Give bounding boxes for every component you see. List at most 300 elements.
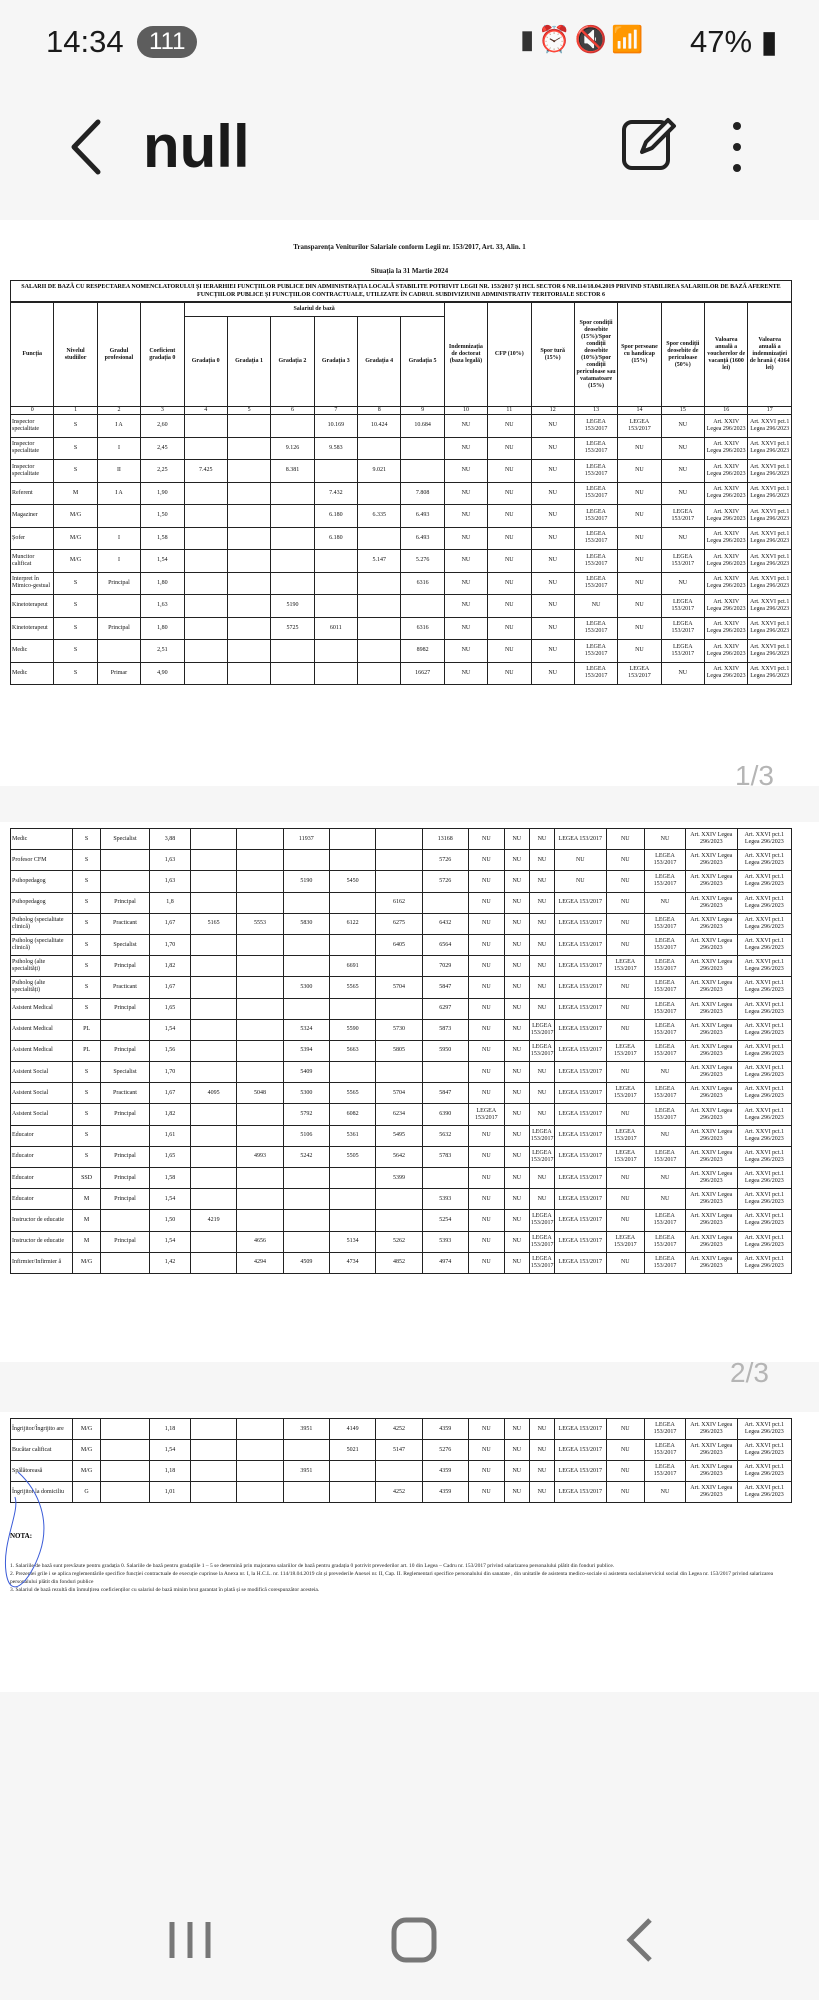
more-options-icon[interactable] bbox=[725, 112, 749, 182]
table-cell bbox=[101, 1125, 150, 1146]
table-cell: Specialist bbox=[101, 934, 150, 955]
table-cell: 1,65 bbox=[149, 998, 190, 1019]
table-cell bbox=[191, 1419, 237, 1440]
table-cell bbox=[191, 850, 237, 871]
table-cell: Art. XXVI pct.1 Legea 296/2023 bbox=[737, 1168, 791, 1189]
table-cell: LEGEA 153/2017 bbox=[529, 1210, 554, 1231]
table-cell: 4359 bbox=[422, 1419, 468, 1440]
table-cell: NU bbox=[529, 1168, 554, 1189]
table-cell: Kinetoterapeut bbox=[11, 595, 54, 618]
table-cell: LEGEA 153/2017 bbox=[644, 1231, 685, 1252]
table-cell: 5106 bbox=[283, 1125, 329, 1146]
table-cell: NU bbox=[444, 640, 487, 663]
table-cell: Art. XXVI pct.1 Legea 296/2023 bbox=[748, 527, 792, 550]
table-cell: LEGEA 153/2017 bbox=[644, 1040, 685, 1061]
table-row bbox=[11, 1040, 792, 1061]
home-icon[interactable] bbox=[384, 1910, 444, 1970]
table-cell: Asistent Medical bbox=[11, 1040, 73, 1061]
table-cell: Principal bbox=[97, 617, 140, 640]
back-arrow-icon[interactable] bbox=[60, 112, 120, 182]
table-cell: LEGEA 153/2017 bbox=[606, 956, 644, 977]
table-cell: Art. XXVI pct.1 Legea 296/2023 bbox=[748, 460, 792, 483]
table-cell: 1,18 bbox=[149, 1461, 190, 1482]
table-cell: NU bbox=[529, 829, 554, 850]
table-cell bbox=[314, 595, 357, 618]
table-cell bbox=[191, 1482, 237, 1503]
table-cell: NU bbox=[606, 1419, 644, 1440]
table-cell: NU bbox=[529, 871, 554, 892]
table-cell bbox=[329, 934, 375, 955]
table-cell bbox=[101, 1419, 150, 1440]
table-cell: 8.381 bbox=[271, 460, 314, 483]
table-cell: 1,54 bbox=[141, 550, 184, 573]
table-cell: Art. XXVI pct.1 Legea 296/2023 bbox=[748, 640, 792, 663]
table-cell: Magaziner bbox=[11, 505, 54, 528]
table-cell: NU bbox=[529, 956, 554, 977]
table-cell: NU bbox=[529, 1083, 554, 1104]
table-cell bbox=[184, 505, 227, 528]
table-cell bbox=[358, 527, 401, 550]
table-cell: I bbox=[97, 527, 140, 550]
table-cell: Specialist bbox=[101, 1062, 150, 1083]
table-row bbox=[11, 1210, 792, 1231]
table-cell bbox=[376, 1189, 422, 1210]
table-cell: Inspector specialitate bbox=[11, 460, 54, 483]
table-cell: NU bbox=[661, 482, 704, 505]
table-cell: 6082 bbox=[329, 1104, 375, 1125]
table-cell bbox=[271, 640, 314, 663]
col-number: 7 bbox=[314, 407, 357, 415]
table-cell: 5394 bbox=[283, 1040, 329, 1061]
table-cell bbox=[191, 1062, 237, 1083]
table-cell: 4509 bbox=[283, 1252, 329, 1273]
table-cell: LEGEA 153/2017 bbox=[574, 640, 617, 663]
table-cell bbox=[271, 527, 314, 550]
table-cell: S bbox=[54, 595, 97, 618]
table-cell: LEGEA 153/2017 bbox=[529, 1019, 554, 1040]
table-cell: 10.169 bbox=[314, 415, 357, 438]
edit-icon[interactable] bbox=[618, 112, 678, 176]
table-cell: NU bbox=[444, 550, 487, 573]
table-cell: Art. XXVI pct.1 Legea 296/2023 bbox=[748, 572, 792, 595]
table-cell: 5704 bbox=[376, 1083, 422, 1104]
table-row bbox=[11, 505, 792, 528]
table-cell bbox=[358, 482, 401, 505]
table-cell: 5847 bbox=[422, 977, 468, 998]
table-cell: NU bbox=[468, 998, 504, 1019]
table-cell: Educator bbox=[11, 1146, 73, 1167]
table-cell: LEGEA 153/2017 bbox=[644, 977, 685, 998]
table-cell: NU bbox=[504, 1252, 529, 1273]
table-cell: 2,60 bbox=[141, 415, 184, 438]
table-cell: Art. XXVI pct.1 Legea 296/2023 bbox=[737, 998, 791, 1019]
table-cell: NU bbox=[606, 871, 644, 892]
table-cell: 6297 bbox=[422, 998, 468, 1019]
table-cell bbox=[237, 1419, 283, 1440]
table-cell: 1,65 bbox=[149, 1146, 190, 1167]
col-header: Gradația 4 bbox=[358, 317, 401, 407]
table-cell: LEGEA 153/2017 bbox=[554, 1104, 606, 1125]
table-cell bbox=[237, 1189, 283, 1210]
table-cell: LEGEA 153/2017 bbox=[529, 1252, 554, 1273]
table-cell bbox=[237, 977, 283, 998]
table-cell: LEGEA 153/2017 bbox=[554, 1125, 606, 1146]
table-cell: 6.180 bbox=[314, 505, 357, 528]
document-banner: SALARII DE BAZĂ CU RESPECTAREA NOMENCLATORULUI ȘI IERARHIEI FUNCȚIILOR PUBLICE DIN ADMINISTRAȚIA LOCALĂ STABILITE POTRIVIT LEGII NR. 153/2017 ȘI HCL SECTOR 6 NR.114/18.04.2019 PRIVIND STABILIREA SALARIILOR DE BAZĂ AFERENTE FUNCȚIILOR PUBLICE ȘI FUNCȚIILOR CONTRACTUALE, UTILIZATE ÎN CADRUL SUBDIVIZIUNII ADMINISTRATIV TERITORIALE SECTOR 6 bbox=[10, 280, 792, 302]
table-cell: Art. XXIV Legea 296/2023 bbox=[686, 1125, 738, 1146]
recent-apps-icon[interactable] bbox=[160, 1910, 220, 1970]
mute-icon: 🔇 bbox=[574, 24, 612, 54]
table-cell bbox=[191, 977, 237, 998]
table-cell: Art. XXIV Legea 296/2023 bbox=[705, 460, 748, 483]
col-header: Spor persoane cu handicap (15%) bbox=[618, 303, 661, 407]
table-cell bbox=[191, 1252, 237, 1273]
table-cell: I bbox=[97, 550, 140, 573]
table-cell: LEGEA 153/2017 bbox=[574, 617, 617, 640]
table-cell: NU bbox=[504, 1189, 529, 1210]
table-cell: LEGEA 153/2017 bbox=[606, 1125, 644, 1146]
table-cell bbox=[97, 595, 140, 618]
table-cell: 5565 bbox=[329, 1083, 375, 1104]
table-cell bbox=[101, 1461, 150, 1482]
table-cell: Art. XXIV Legea 296/2023 bbox=[686, 1210, 738, 1231]
table-cell: 5134 bbox=[329, 1231, 375, 1252]
table-cell: S bbox=[73, 1104, 101, 1125]
table-cell: LEGEA 153/2017 bbox=[554, 1252, 606, 1273]
table-cell: 5254 bbox=[422, 1210, 468, 1231]
table-cell: 1,67 bbox=[149, 913, 190, 934]
table-cell: 9.583 bbox=[314, 437, 357, 460]
table-cell: 2,45 bbox=[141, 437, 184, 460]
table-cell bbox=[191, 1231, 237, 1252]
table-cell: Practicant bbox=[101, 977, 150, 998]
table-cell: Specialist bbox=[101, 829, 150, 850]
table-cell: Primar bbox=[97, 662, 140, 685]
table-cell: Art. XXIV Legea 296/2023 bbox=[686, 934, 738, 955]
table-cell: NU bbox=[488, 550, 531, 573]
table-cell: Art. XXIV Legea 296/2023 bbox=[686, 977, 738, 998]
table-cell: Art. XXIV Legea 296/2023 bbox=[686, 829, 738, 850]
table-cell bbox=[283, 998, 329, 1019]
salary-group-header: Salariul de bază bbox=[184, 303, 444, 317]
table-cell: LEGEA 153/2017 bbox=[618, 415, 661, 438]
table-cell: NU bbox=[488, 460, 531, 483]
table-cell: LEGEA 153/2017 bbox=[554, 1146, 606, 1167]
table-cell: LEGEA 153/2017 bbox=[574, 662, 617, 685]
table-cell bbox=[191, 1440, 237, 1461]
table-cell bbox=[376, 1062, 422, 1083]
table-cell bbox=[376, 829, 422, 850]
table-cell: Art. XXIV Legea 296/2023 bbox=[705, 572, 748, 595]
table-cell: LEGEA 153/2017 bbox=[606, 1040, 644, 1061]
table-cell: Art. XXIV Legea 296/2023 bbox=[686, 1231, 738, 1252]
table-cell: NU bbox=[531, 572, 574, 595]
table-cell: LEGEA 153/2017 bbox=[554, 1062, 606, 1083]
table-cell: NU bbox=[468, 1419, 504, 1440]
table-cell: 5324 bbox=[283, 1019, 329, 1040]
table-cell: LEGEA 153/2017 bbox=[644, 934, 685, 955]
table-cell: Art. XXIV Legea 296/2023 bbox=[686, 1482, 738, 1503]
table-cell: LEGEA 153/2017 bbox=[554, 1210, 606, 1231]
table-cell: NU bbox=[661, 460, 704, 483]
table-cell: Medic bbox=[11, 829, 73, 850]
table-cell: 5190 bbox=[283, 871, 329, 892]
table-cell: Șofer bbox=[11, 527, 54, 550]
table-cell: LEGEA 153/2017 bbox=[574, 550, 617, 573]
table-cell bbox=[283, 1168, 329, 1189]
table-cell: LEGEA 153/2017 bbox=[574, 482, 617, 505]
table-cell: NU bbox=[618, 505, 661, 528]
table-cell bbox=[237, 998, 283, 1019]
table-cell bbox=[283, 1189, 329, 1210]
table-cell: S bbox=[73, 934, 101, 955]
table-cell: M/G bbox=[73, 1461, 101, 1482]
table-cell bbox=[184, 550, 227, 573]
table-cell bbox=[314, 460, 357, 483]
table-cell: 4656 bbox=[237, 1231, 283, 1252]
table-cell: Art. XXVI pct.1 Legea 296/2023 bbox=[737, 1440, 791, 1461]
pdf-page-3[interactable] bbox=[0, 1412, 819, 1692]
table-cell: NU bbox=[606, 1482, 644, 1503]
table-cell: 6.493 bbox=[401, 505, 444, 528]
table-cell: Art. XXVI pct.1 Legea 296/2023 bbox=[737, 913, 791, 934]
table-cell: NU bbox=[468, 850, 504, 871]
table-cell bbox=[227, 415, 270, 438]
table-row bbox=[11, 913, 792, 934]
table-cell: LEGEA 153/2017 bbox=[554, 1019, 606, 1040]
table-cell: 1,70 bbox=[149, 1062, 190, 1083]
table-cell: Art. XXIV Legea 296/2023 bbox=[686, 1104, 738, 1125]
table-cell: NU bbox=[644, 1125, 685, 1146]
table-cell bbox=[283, 892, 329, 913]
table-cell: Art. XXVI pct.1 Legea 296/2023 bbox=[737, 956, 791, 977]
table-cell: NU bbox=[468, 1168, 504, 1189]
table-cell bbox=[101, 850, 150, 871]
table-cell: S bbox=[73, 1146, 101, 1167]
table-cell: LEGEA 153/2017 bbox=[554, 977, 606, 998]
table-cell: Principal bbox=[101, 1104, 150, 1125]
table-cell: LEGEA 153/2017 bbox=[554, 1168, 606, 1189]
table-cell: Art. XXIV Legea 296/2023 bbox=[705, 437, 748, 460]
table-cell: S bbox=[73, 913, 101, 934]
table-cell: 4,90 bbox=[141, 662, 184, 685]
sim-icon: ▮ bbox=[520, 24, 539, 54]
table-cell: Art. XXIV Legea 296/2023 bbox=[686, 956, 738, 977]
table-cell: LEGEA 153/2017 bbox=[661, 595, 704, 618]
col-number: 3 bbox=[141, 407, 184, 415]
table-cell bbox=[283, 1482, 329, 1503]
table-cell: NU bbox=[554, 850, 606, 871]
table-cell: 1,58 bbox=[149, 1168, 190, 1189]
table-cell: NU bbox=[644, 1189, 685, 1210]
document-heading: Transparența Veniturilor Salariale conform Legii nr. 153/2017, Art. 33, Alin. 1 bbox=[293, 243, 526, 251]
table-cell: Asistent Medical bbox=[11, 1019, 73, 1040]
table-cell bbox=[271, 482, 314, 505]
table-cell: Art. XXVI pct.1 Legea 296/2023 bbox=[748, 415, 792, 438]
table-cell bbox=[237, 1019, 283, 1040]
table-row bbox=[11, 572, 792, 595]
table-cell: 5393 bbox=[422, 1231, 468, 1252]
table-cell: 7.425 bbox=[184, 460, 227, 483]
table-cell: S bbox=[73, 1125, 101, 1146]
table-cell: NU bbox=[468, 829, 504, 850]
table-cell: 5783 bbox=[422, 1146, 468, 1167]
table-cell: NU bbox=[468, 1482, 504, 1503]
table-cell: NU bbox=[468, 1062, 504, 1083]
table-cell: 11937 bbox=[283, 829, 329, 850]
table-cell: 5505 bbox=[329, 1146, 375, 1167]
table-cell: 1,18 bbox=[149, 1419, 190, 1440]
table-cell bbox=[227, 505, 270, 528]
table-cell: NU bbox=[606, 1440, 644, 1461]
table-cell: 1,54 bbox=[149, 1231, 190, 1252]
table-cell: 5262 bbox=[376, 1231, 422, 1252]
table-cell: 4359 bbox=[422, 1461, 468, 1482]
table-cell bbox=[237, 1104, 283, 1125]
table-row bbox=[11, 1482, 792, 1503]
table-cell: NU bbox=[468, 1231, 504, 1252]
col-number: 16 bbox=[705, 407, 748, 415]
table-cell: M bbox=[73, 1210, 101, 1231]
table-cell bbox=[329, 1189, 375, 1210]
table-cell: NU bbox=[444, 482, 487, 505]
table-cell: 5642 bbox=[376, 1146, 422, 1167]
col-number: 11 bbox=[488, 407, 531, 415]
table-cell: LEGEA 153/2017 bbox=[644, 1461, 685, 1482]
table-cell: NU bbox=[444, 505, 487, 528]
table-cell: Kinetoterapeut bbox=[11, 617, 54, 640]
table-cell: Art. XXVI pct.1 Legea 296/2023 bbox=[737, 1419, 791, 1440]
table-row bbox=[11, 1062, 792, 1083]
table-cell: NU bbox=[504, 829, 529, 850]
table-cell: Inspector specialitate bbox=[11, 437, 54, 460]
table-row bbox=[11, 1104, 792, 1125]
table-cell: 5553 bbox=[237, 913, 283, 934]
table-cell: NU bbox=[529, 913, 554, 934]
table-cell: 5147 bbox=[376, 1440, 422, 1461]
salary-table-page-1 bbox=[10, 302, 792, 685]
table-cell: 3,88 bbox=[149, 829, 190, 850]
col-number: 9 bbox=[401, 407, 444, 415]
table-cell: NU bbox=[529, 1461, 554, 1482]
table-row bbox=[11, 640, 792, 663]
table-cell bbox=[191, 998, 237, 1019]
table-cell: LEGEA 153/2017 bbox=[644, 998, 685, 1019]
table-cell: 4359 bbox=[422, 1482, 468, 1503]
table-cell: NU bbox=[468, 1040, 504, 1061]
table-cell: NU bbox=[504, 1440, 529, 1461]
table-cell: 5847 bbox=[422, 1083, 468, 1104]
table-cell: 1,54 bbox=[149, 1189, 190, 1210]
table-cell: Psiholog (specialitate clinică) bbox=[11, 934, 73, 955]
pdf-page-1[interactable] bbox=[0, 220, 819, 791]
back-nav-icon[interactable] bbox=[610, 1910, 670, 1970]
table-cell: NU bbox=[468, 1083, 504, 1104]
table-cell: S bbox=[73, 850, 101, 871]
table-cell: 2,51 bbox=[141, 640, 184, 663]
table-cell bbox=[401, 460, 444, 483]
alarm-icon: ⏰ bbox=[538, 24, 575, 54]
table-cell: NU bbox=[488, 662, 531, 685]
table-cell: NU bbox=[531, 437, 574, 460]
table-row bbox=[11, 1440, 792, 1461]
table-cell: Educator bbox=[11, 1125, 73, 1146]
table-cell: 5300 bbox=[283, 977, 329, 998]
table-cell: NU bbox=[644, 892, 685, 913]
col-header: Gradația 3 bbox=[314, 317, 357, 407]
table-cell: 1,63 bbox=[149, 850, 190, 871]
table-cell: Art. XXVI pct.1 Legea 296/2023 bbox=[737, 1040, 791, 1061]
table-cell: NU bbox=[468, 956, 504, 977]
table-cell: NU bbox=[504, 1419, 529, 1440]
table-cell bbox=[237, 829, 283, 850]
table-cell bbox=[283, 1440, 329, 1461]
table-cell: NU bbox=[606, 934, 644, 955]
table-cell: Art. XXIV Legea 296/2023 bbox=[705, 482, 748, 505]
table-cell bbox=[191, 1104, 237, 1125]
table-cell bbox=[283, 956, 329, 977]
table-cell: LEGEA 153/2017 bbox=[554, 1083, 606, 1104]
table-cell bbox=[329, 1461, 375, 1482]
table-cell: I A bbox=[97, 482, 140, 505]
table-cell: NU bbox=[488, 482, 531, 505]
table-cell: Psiholog (alte specialități) bbox=[11, 977, 73, 998]
table-cell: S bbox=[54, 460, 97, 483]
table-cell bbox=[191, 1189, 237, 1210]
col-header: Gradația 2 bbox=[271, 317, 314, 407]
table-cell: NU bbox=[644, 1168, 685, 1189]
table-cell: I bbox=[97, 437, 140, 460]
table-cell: NU bbox=[531, 550, 574, 573]
table-cell: Principal bbox=[101, 998, 150, 1019]
table-cell: 1,01 bbox=[149, 1482, 190, 1503]
table-cell: Psiholog (specialitate clinică) bbox=[11, 913, 73, 934]
table-cell: 1,63 bbox=[149, 871, 190, 892]
table-cell bbox=[191, 956, 237, 977]
col-header: Spor tură (15%) bbox=[531, 303, 574, 407]
table-cell: LEGEA 153/2017 bbox=[644, 1440, 685, 1461]
table-cell: S bbox=[73, 998, 101, 1019]
table-cell: 9.021 bbox=[358, 460, 401, 483]
table-cell: 5792 bbox=[283, 1104, 329, 1125]
table-cell bbox=[237, 1040, 283, 1061]
table-cell: 6316 bbox=[401, 617, 444, 640]
table-cell: 1,67 bbox=[149, 977, 190, 998]
table-cell bbox=[237, 850, 283, 871]
table-cell bbox=[271, 505, 314, 528]
table-cell: LEGEA 153/2017 bbox=[554, 1040, 606, 1061]
pdf-page-2[interactable] bbox=[0, 822, 819, 1388]
table-cell: 6011 bbox=[314, 617, 357, 640]
table-row bbox=[11, 415, 792, 438]
col-number: 14 bbox=[618, 407, 661, 415]
table-cell: Art. XXIV Legea 296/2023 bbox=[686, 1146, 738, 1167]
table-cell: Art. XXVI pct.1 Legea 296/2023 bbox=[748, 505, 792, 528]
table-cell: Art. XXIV Legea 296/2023 bbox=[686, 1440, 738, 1461]
table-cell: 5.276 bbox=[401, 550, 444, 573]
table-cell: LEGEA 153/2017 bbox=[618, 662, 661, 685]
table-cell bbox=[191, 829, 237, 850]
table-cell: 5165 bbox=[191, 913, 237, 934]
note-item: 2. Prezentei grile i se aplica reglementările specifice funcției contractuale de execuție cuprinse la Anexa nr. I, la H.C.L. nr. 114/18.04.2019 cât și prevederile Anexei nr. II, Cap. II. Reglementari specifice personalului din sanatate , din unitatile de asistenta medico-sociale si asistenta sociala/serviciul social din Legea nr. 153/2017 privind salarizarea personalului plătit din fonduri publice bbox=[10, 1571, 774, 1585]
table-cell: LEGEA 153/2017 bbox=[574, 527, 617, 550]
table-cell: S bbox=[54, 415, 97, 438]
status-bar bbox=[0, 0, 819, 90]
table-cell: Art. XXVI pct.1 Legea 296/2023 bbox=[737, 977, 791, 998]
table-cell: 6.493 bbox=[401, 527, 444, 550]
table-cell: S bbox=[73, 1083, 101, 1104]
table-cell: NU bbox=[531, 460, 574, 483]
